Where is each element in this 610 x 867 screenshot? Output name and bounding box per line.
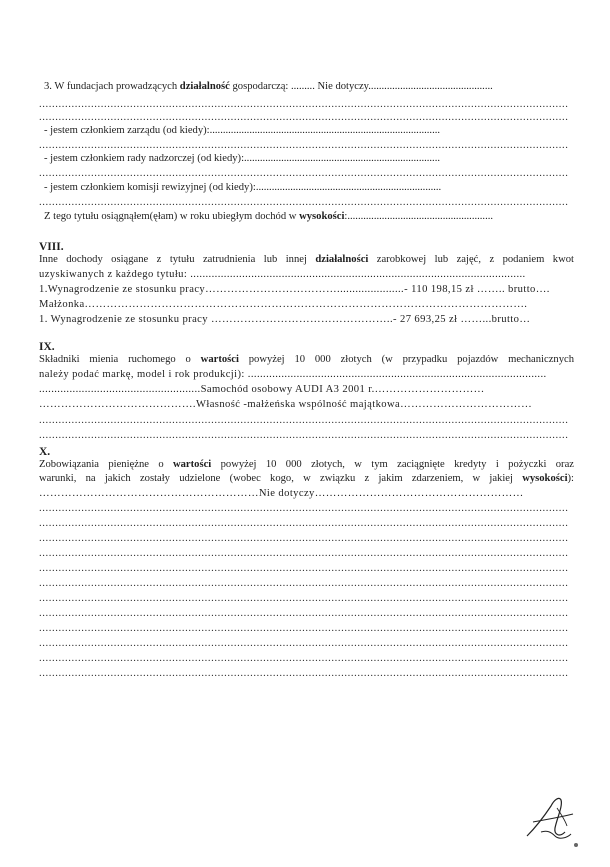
blank-line bbox=[39, 652, 569, 665]
blank-line bbox=[39, 532, 569, 545]
blank-line bbox=[39, 547, 569, 560]
spouse-label: Małżonka…………………………………………………………………………………………………………. bbox=[39, 299, 528, 310]
text-part: Z tego tytułu osiągnąłem(ęłam) w roku ubiegłym dochód w bbox=[44, 211, 300, 222]
bold-term: wartości bbox=[172, 459, 212, 470]
text-part: 3. W fundacjach prowadzących bbox=[44, 81, 180, 92]
movable-assets-intro bbox=[39, 353, 574, 366]
movable-assets-intro-cont: należy podać markę, model i rok produkcji): .................................................................................................. bbox=[39, 369, 547, 380]
blank-line bbox=[39, 517, 569, 530]
text-part: gospodarczą: ......... Nie dotyczy............................................... bbox=[229, 81, 493, 92]
blank-line bbox=[39, 167, 569, 180]
blank-line bbox=[39, 429, 569, 442]
board-member-line: - jestem członkiem zarządu (od kiedy):....................................................................................... bbox=[44, 125, 441, 136]
blank-line bbox=[39, 196, 569, 209]
blank-line bbox=[39, 562, 569, 575]
blank-line bbox=[39, 111, 569, 124]
liabilities-answer: ……………………………………………………Nie dotyczy………………………………………………… bbox=[39, 488, 524, 499]
text-part: zarobkowej lub zajęć, z podaniem kwot bbox=[368, 254, 574, 265]
bold-term: działalności bbox=[315, 254, 369, 265]
text-part: Inne dochody osiągane z tytułu zatrudnienia lub innej bbox=[39, 254, 316, 265]
blank-line bbox=[39, 502, 569, 515]
salary-entry: 1.Wynagrodzenie ze stosunku pracy………………………………......................- 110 198,15 zł …….. brutto…. bbox=[39, 284, 550, 295]
section-viii-heading: VIII. bbox=[39, 241, 64, 253]
text-part: Składniki mienia ruchomego o bbox=[39, 354, 201, 365]
blank-line bbox=[39, 667, 569, 680]
text-part: powyżej 10 000 złotych (w przypadku pojazdów mechanicznych bbox=[238, 354, 574, 365]
text-part: warunki, na jakich zostały udzielone (wobec kogo, w związku z jakim zdarzeniem, w jakiej bbox=[39, 473, 523, 484]
text-part: powyżej 10 000 złotych, w tym zaciągnięte kredyty i pożyczki oraz bbox=[211, 459, 574, 470]
blank-line bbox=[39, 577, 569, 590]
audit-committee-line: - jestem członkiem komisji rewizyjnej (od kiedy):...................................................................... bbox=[44, 182, 442, 193]
blank-line bbox=[39, 637, 569, 650]
ownership-entry: …………………………………….Własność -małżeńska wspólność majątkowa……………………………… bbox=[39, 399, 533, 410]
other-income-intro bbox=[39, 253, 574, 266]
bold-term: działalność bbox=[179, 81, 230, 92]
section-x-heading: X. bbox=[39, 446, 51, 458]
blank-line bbox=[39, 414, 569, 427]
car-entry: .....................................................Samochód osobowy AUDI A3 2001 r.………………………… bbox=[39, 384, 485, 395]
blank-line bbox=[39, 139, 569, 152]
section-ix-heading: IX. bbox=[39, 341, 55, 353]
signature-icon bbox=[521, 788, 581, 848]
supervisory-board-line: - jestem członkiem rady nadzorczej (od kiedy):.......................................................................... bbox=[44, 153, 441, 164]
blank-line bbox=[39, 622, 569, 635]
blank-line bbox=[39, 607, 569, 620]
text-part: ): bbox=[567, 473, 574, 484]
dot-mark bbox=[574, 843, 578, 847]
income-from-line bbox=[44, 210, 574, 223]
bold-term: wysokości bbox=[522, 473, 568, 484]
liabilities-intro-cont bbox=[39, 472, 574, 485]
other-income-intro-cont: uzyskiwanych z każdego tytułu: .............................................................................................................. bbox=[39, 269, 526, 280]
bold-term: wysokości bbox=[299, 211, 345, 222]
bold-term: wartości bbox=[200, 354, 239, 365]
text-part: :....................................................... bbox=[344, 211, 494, 222]
foundations-line bbox=[44, 80, 574, 93]
spouse-salary-entry: 1. Wynagrodzenie ze stosunku pracy …………………………………………..- 27 693,25 zł ……...brutto… bbox=[39, 314, 531, 325]
blank-line bbox=[39, 592, 569, 605]
text-part: Zobowiązania pieniężne o bbox=[39, 459, 173, 470]
blank-line bbox=[39, 98, 569, 111]
liabilities-intro bbox=[39, 458, 574, 471]
